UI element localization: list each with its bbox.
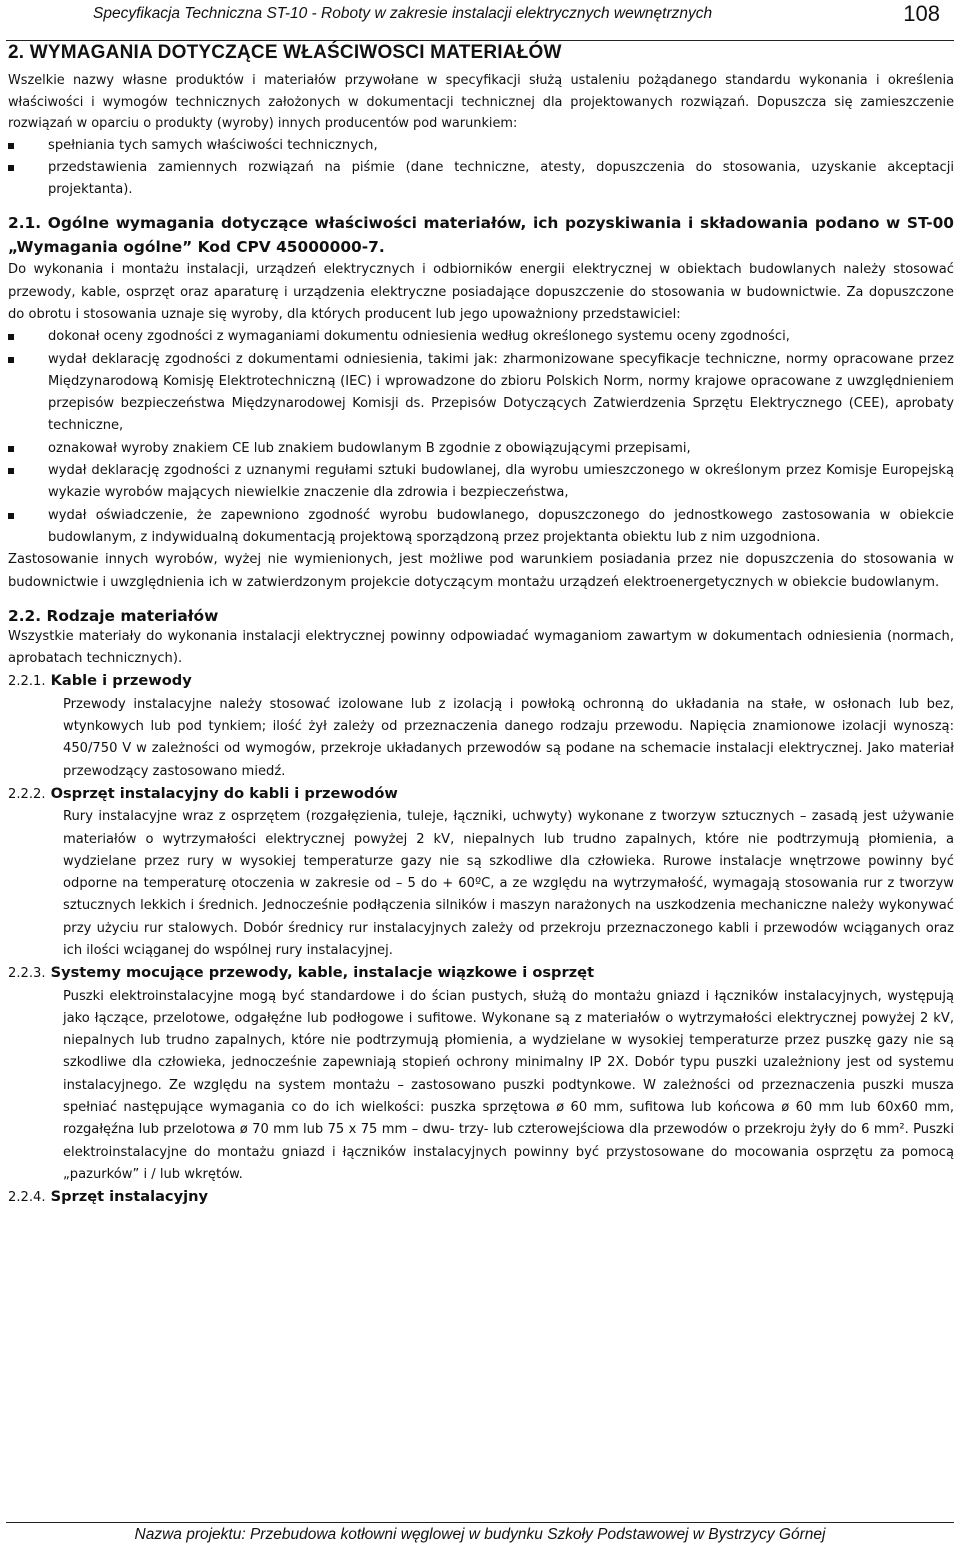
bullet-icon — [8, 357, 14, 363]
list-item — [8, 438, 954, 460]
subsection-number: 2.2.4. — [8, 1190, 46, 1206]
conditions-list — [8, 135, 954, 202]
section-2-heading: 2. WYMAGANIA DOTYCZĄCE WŁAŚCIWOSCI MATERIAŁÓW — [8, 42, 562, 63]
bullet-icon — [8, 468, 14, 474]
subsection-title — [8, 1186, 954, 1209]
section-2-2-heading: 2.2. Rodzaje materiałów — [8, 606, 219, 625]
list-item-text: dokonał oceny zgodności z wymaganiami dokumentu odniesienia według określonego systemu oceny zgodności, — [48, 329, 790, 345]
bullet-icon — [8, 165, 14, 171]
bullet-icon — [8, 334, 14, 340]
bullet-icon — [8, 143, 14, 149]
subsection-2-2-3 — [8, 962, 954, 1186]
subsection-title — [8, 962, 954, 985]
page-number: 108 — [903, 1, 940, 26]
bullet-icon — [8, 446, 14, 452]
subsection-number: 2.2.2. — [8, 786, 46, 802]
list-item-text: wydał deklarację zgodności z dokumentami odniesienia, takimi jak: zharmonizowane specyfikacje techniczne, normy opracowane przez Międzynarodową Komisję Elektrotechniczną (IEC) i wprowadzone do zbioru Polskich Norm, normy krajowe opracowane z uwzględnieniem przepisów bezpieczeństwa Międzynarodowej Komisji ds. Przepisów Dotyczących Zatwierdzenia Sprzętu Elektrycznego (CEE), aprobaty techniczne, — [48, 351, 954, 434]
section-2-2-intro: Wszystkie materiały do wykonania instalacji elektrycznej powinny odpowiadać wymaganiom zawartym w dokumentach odniesienia (normach, aprobatach technicznych). — [8, 628, 954, 667]
section-2-intro-a: Wszelkie nazwy własne produktów i materiałów przywołane w specyfikacji służą ustaleniu pożądanego standardu wykonania i określenia właściwości i wymogów technicznych założonych w dokumentacji technicznej dla projektowanych rozwiązań. — [8, 73, 954, 110]
list-item — [8, 135, 954, 157]
subsection-body: Rury instalacyjne wraz z osprzętem (rozgałęzienia, tuleje, łączniki, uchwyty) wykonane z tworzyw sztucznych – zasadą jest używanie materiałów o wytrzymałości elektrycznej powyżej 2 kV, niepalnych lub trudno zapalnych, które nie podtrzymują płomienia, a wydzielane przez rury w wysokiej temperaturze gazy nie są szkodliwe dla człowieka. Rurowe instalacje wnętrzowe powinny być odporne na temperaturę otoczenia w zakresie od – 5 do + 60ºC, a ze względu na wytrzymałość, wymagają stosowania rur z tworzyw sztucznych lekkich i średnich. Jednocześnie podłączenia silników i maszyn narażonych na uszkodzenia mechaniczne należy wykonywać przy użyciu rur stalowych. Dobór średnicy rur instalacyjnych zależy od przekroju przeznaczonego kabli i przewodów wciąganych oraz ich ilości wciąganej do wspólnej rury instalacyjnej. — [63, 809, 954, 958]
list-item — [8, 460, 954, 505]
subsection-2-2-2 — [8, 783, 954, 962]
list-item-text: oznakował wyroby znakiem CE lub znakiem budowlanym B zgodnie z obowiązującymi przepisami, — [48, 440, 691, 456]
subsection-title — [8, 783, 954, 806]
page-footer: Nazwa projektu: Przebudowa kotłowni węglowej w budynku Szkoły Podstawowej w Bystrzycy Górnej — [6, 1522, 954, 1544]
list-item — [8, 349, 954, 438]
bullet-icon — [8, 513, 14, 519]
section-2-1-heading: 2.1. Ogólne wymagania dotyczące właściwości materiałów, ich pozyskiwania i składowania podano w ST-00 „Wymagania ogólne” Kod CPV 45000000-7. — [8, 214, 954, 257]
list-item-text: przedstawienia zamiennych rozwiązań na piśmie (dane techniczne, atesty, dopuszczenia do stosowania, uzyskanie akceptacji projektanta). — [48, 159, 954, 198]
header-title: Specyfikacja Techniczna ST-10 - Roboty w zakresie instalacji elektrycznych wewnętrznych — [93, 5, 713, 22]
section-2-1-closing: Zastosowanie innych wyrobów, wyżej nie wymienionych, jest możliwe pod warunkiem posiadania przez nie dopuszczenia do stosowania w budownictwie i uwzględnienia ich w zatwierdzonym projekcie dotyczącym montażu urządzeń elektroenergetycznych w obiekcie budowlanym. — [8, 552, 954, 590]
subsection-body: Przewody instalacyjne należy stosować izolowane lub z izolacją i powłoką ochronną do układania na stałe, w osłonach lub bez, wtynkowych lub pod tynkiem; ilość żył zależy od przeznaczenia danego rodzaju przewodu. Napięcia znamionowe izolacji wynoszą: 450/750 V w zależności od wymogów, przekroje układanych przewodów są podane na schemacie instalacji elektrycznej. Jako materiał przewodzący zastosowano miedź. — [63, 696, 954, 779]
subsection-2-2-4 — [8, 1186, 954, 1209]
list-item-text: spełniania tych samych właściwości technicznych, — [48, 137, 378, 153]
list-item — [8, 326, 954, 348]
section-2-intro — [8, 70, 954, 135]
page-header — [6, 0, 954, 41]
section-2-intro-b: Dopuszcza się zamieszczenie rozwiązań w oparciu o produkty (wyroby) innych producentów pod warunkiem: — [8, 94, 955, 131]
subsection-title — [8, 670, 954, 693]
list-item-text: wydał deklarację zgodności z uznanymi regułami sztuki budowlanej, dla wyrobu umieszczonego w określonym przez Komisje Europejską wykazie wyrobów mających niewielkie znaczenie dla zdrowia i bezpieczeństwa, — [48, 463, 954, 501]
list-item — [8, 505, 954, 550]
subsection-body: Puszki elektroinstalacyjne mogą być standardowe i do ścian pustych, służą do montażu gniazd i łączników instalacyjnych, występują jako łączące, przelotowe, odgałęźne lub podłogowe i sufitowe. Wykonane są z materiałów o wytrzymałości elektrycznej powyżej 2 kV, niepalnych lub trudno zapalnych, które nie podtrzymują płomienia, a wydzielane w wysokiej temperaturze przez puszkę gazy nie są szkodliwe dla człowieka, jednocześnie zapewniają stopień ochrony minimalny IP 2X. Dobór typu puszki uzależniony jest od systemu instalacyjnego. Ze względu na system montażu – zastosowano puszki podtynkowe. W zależności od przeznaczenia puszki musza spełniać następujące wymagania co do ich wielkości: puszka sprzętowa ø 60 mm, sufitowa lub końcowa ø 60 mm lub 60x60 mm, rozgałęźna lub przelotowa ø 70 mm lub 75 x 75 mm – dwu- trzy- lub czterowejściowa dla przewodów o przekroju żyły do 6 mm². Puszki elektroinstalacyjne do montażu gniazd i łączników instalacyjnych powinny być przystosowane do mocowania osprzętu za pomocą „pazurków” i / lub wkrętów. — [63, 988, 954, 1182]
requirements-list — [8, 326, 954, 549]
list-item-text: wydał oświadczenie, że zapewniono zgodność wyrobu budowlanego, dopuszczonego do jednostkowego zastosowania w obiekcie budowlanym, z indywidualną dokumentacją projektową sporządzoną przez projektanta obiektu lub z nim uzgodniona. — [48, 507, 954, 545]
subsection-title-text: Sprzęt instalacyjny — [50, 1188, 209, 1206]
document-body — [8, 44, 954, 1210]
subsection-title-text: Kable i przewody — [50, 672, 192, 690]
subsection-title-text: Systemy mocujące przewody, kable, instalacje wiązkowe i osprzęt — [50, 964, 595, 982]
subsection-title-text: Osprzęt instalacyjny do kabli i przewodów — [50, 784, 398, 802]
list-item — [8, 157, 954, 202]
subsection-number: 2.2.3. — [8, 966, 46, 982]
subsection-number: 2.2.1. — [8, 674, 46, 690]
subsection-2-2-1 — [8, 670, 954, 782]
section-2-1-intro: Do wykonania i montażu instalacji, urządzeń elektrycznych i odbiorników energii elektrycznej w obiektach budowlanych należy stosować przewody, kable, osprzęt oraz aparaturę i urządzenia elektryczne posiadające dopuszczenie do stosowania w budownictwie. Za dopuszczone do obrotu i stosowania uznaje się wyroby, dla których producent lub jego upoważniony przedstawiciel: — [8, 262, 954, 322]
